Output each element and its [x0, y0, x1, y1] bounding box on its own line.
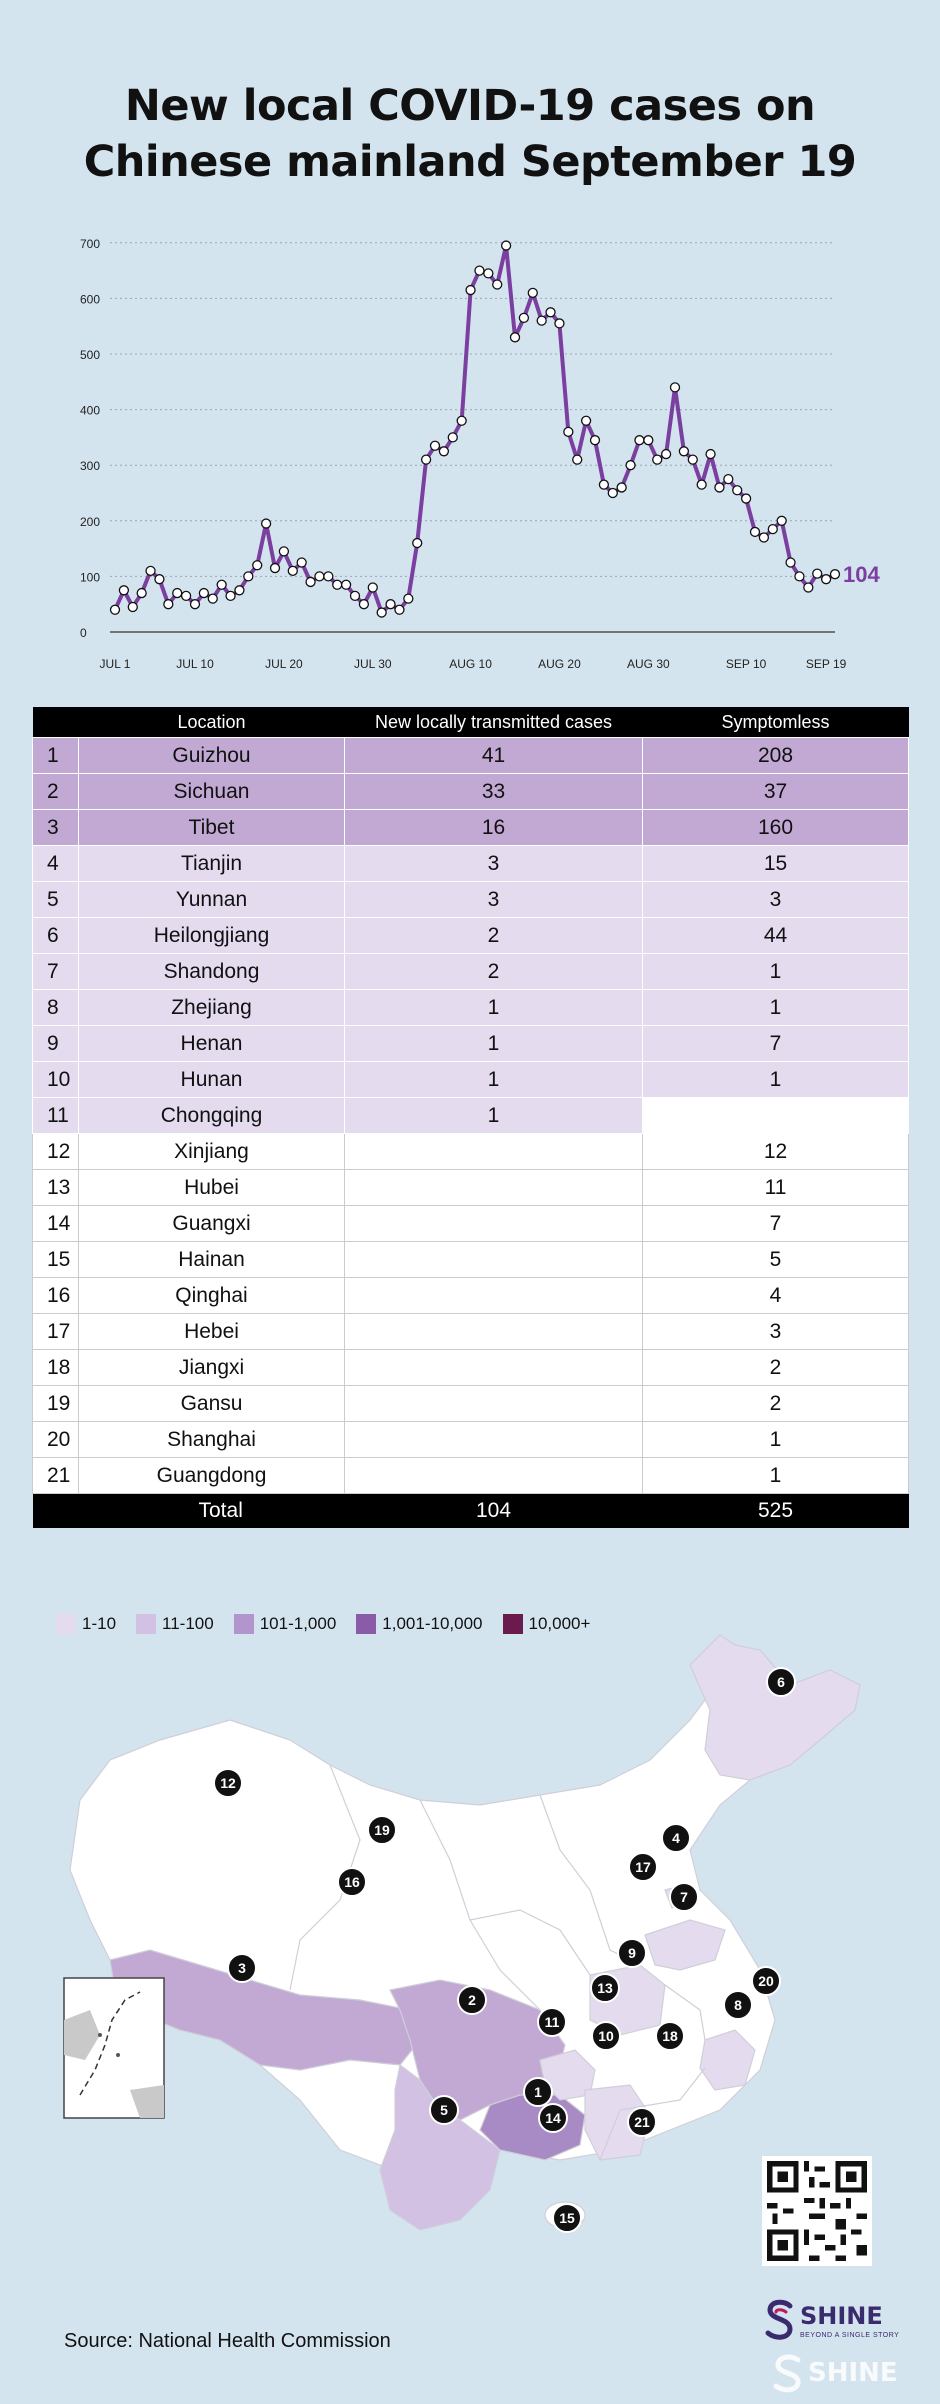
map-marker-label: 19 — [374, 1822, 390, 1838]
cell-cases — [345, 1170, 643, 1206]
data-point — [155, 575, 164, 584]
cell-symptomless: 1 — [643, 954, 909, 990]
total-cases: 104 — [345, 1494, 643, 1529]
legend-label: 101-1,000 — [259, 1614, 337, 1633]
map-marker — [538, 2008, 566, 2036]
data-point — [475, 266, 484, 275]
cell-location: Shandong — [79, 954, 345, 990]
data-point — [786, 558, 795, 567]
legend-swatch — [56, 1614, 76, 1634]
legend-swatch — [503, 1614, 523, 1634]
cell-rank: 13 — [33, 1170, 79, 1206]
data-point — [502, 241, 511, 250]
data-point — [448, 433, 457, 442]
y-tick-label: 700 — [80, 236, 101, 251]
cell-symptomless: 1 — [643, 1422, 909, 1458]
legend-label: 1,001-10,000 — [382, 1614, 483, 1633]
header-cases: New locally transmitted cases — [345, 707, 643, 738]
table-row — [33, 1134, 909, 1170]
cell-location: Gansu — [79, 1386, 345, 1422]
data-point — [617, 483, 626, 492]
cell-symptomless: 5 — [643, 1242, 909, 1278]
data-point — [777, 516, 786, 525]
data-point — [706, 450, 715, 459]
cell-cases — [345, 1206, 643, 1242]
shine-brand: SHINE — [800, 2302, 883, 2330]
map-marker-label: 11 — [544, 2014, 560, 2030]
map-marker-label: 4 — [672, 1830, 680, 1846]
data-point — [422, 455, 431, 464]
cell-location: Zhejiang — [79, 990, 345, 1026]
data-point — [217, 580, 226, 589]
cell-location: Shanghai — [79, 1422, 345, 1458]
shine-brand-watermark: SHINE — [808, 2358, 898, 2388]
region-heilongjiang — [690, 1635, 860, 1780]
header-symptomless: Symptomless — [643, 707, 909, 738]
cell-location: Qinghai — [79, 1278, 345, 1314]
table-row — [33, 1242, 909, 1278]
cell-symptomless: 37 — [643, 774, 909, 810]
legend-label: 1-10 — [82, 1614, 117, 1633]
table-row — [33, 774, 909, 810]
data-point — [235, 586, 244, 595]
table-row — [33, 1458, 909, 1494]
data-point — [635, 436, 644, 445]
y-tick-label: 100 — [80, 570, 101, 585]
cell-symptomless — [643, 1098, 909, 1134]
data-point — [537, 316, 546, 325]
data-point — [457, 416, 466, 425]
map-marker-label: 14 — [545, 2110, 561, 2126]
cell-cases: 3 — [345, 846, 643, 882]
table-row — [33, 1314, 909, 1350]
cell-location: Guizhou — [79, 738, 345, 774]
cell-rank: 1 — [33, 738, 79, 774]
map-marker-label: 7 — [680, 1889, 688, 1905]
data-point — [404, 594, 413, 603]
cell-cases: 1 — [345, 990, 643, 1026]
cell-rank: 19 — [33, 1386, 79, 1422]
cell-rank: 9 — [33, 1026, 79, 1062]
cell-symptomless: 12 — [643, 1134, 909, 1170]
data-point — [137, 589, 146, 598]
cell-cases: 1 — [345, 1026, 643, 1062]
map-marker — [430, 2096, 458, 2124]
qr-code — [762, 2156, 872, 2266]
cell-cases: 2 — [345, 954, 643, 990]
data-point — [573, 455, 582, 464]
cell-location: Jiangxi — [79, 1350, 345, 1386]
cell-location: Guangxi — [79, 1206, 345, 1242]
map-marker — [724, 1991, 752, 2019]
cell-cases: 16 — [345, 810, 643, 846]
map-marker-label: 13 — [597, 1980, 613, 1996]
data-point — [751, 527, 760, 536]
y-tick-label: 400 — [80, 403, 101, 418]
data-point — [653, 455, 662, 464]
map-marker-label: 12 — [220, 1775, 236, 1791]
cell-cases: 41 — [345, 738, 643, 774]
cell-symptomless: 44 — [643, 918, 909, 954]
data-point — [164, 600, 173, 609]
data-point — [386, 600, 395, 609]
data-point — [306, 577, 315, 586]
table-row — [33, 1062, 909, 1098]
cell-rank: 17 — [33, 1314, 79, 1350]
data-point — [253, 561, 262, 570]
cell-symptomless: 208 — [643, 738, 909, 774]
data-point — [315, 572, 324, 581]
data-point — [555, 319, 564, 328]
legend-item — [503, 1614, 591, 1634]
cell-location: Tianjin — [79, 846, 345, 882]
cell-symptomless: 1 — [643, 1062, 909, 1098]
data-point — [813, 569, 822, 578]
cell-location: Chongqing — [79, 1098, 345, 1134]
data-point — [626, 461, 635, 470]
data-point — [119, 586, 128, 595]
cell-symptomless: 1 — [643, 990, 909, 1026]
cell-location: Sichuan — [79, 774, 345, 810]
cell-location: Hebei — [79, 1314, 345, 1350]
cell-rank: 8 — [33, 990, 79, 1026]
data-point — [697, 480, 706, 489]
title-line-1: New local COVID-19 cases on — [124, 81, 816, 131]
x-tick-label: AUG 20 — [538, 657, 581, 670]
y-tick-label: 200 — [80, 514, 101, 529]
title-line-2: Chinese mainland September 19 — [83, 137, 857, 187]
cell-symptomless: 3 — [643, 1314, 909, 1350]
data-point — [431, 441, 440, 450]
cell-symptomless: 7 — [643, 1026, 909, 1062]
cell-location: Henan — [79, 1026, 345, 1062]
cell-symptomless: 2 — [643, 1386, 909, 1422]
cell-symptomless: 4 — [643, 1278, 909, 1314]
legend-label: 11-100 — [162, 1614, 214, 1633]
map-marker — [592, 2022, 620, 2050]
legend-swatch — [136, 1614, 156, 1634]
table-row — [33, 882, 909, 918]
line-chart — [0, 220, 940, 670]
data-point — [377, 608, 386, 617]
legend-swatch — [234, 1614, 254, 1634]
cell-symptomless: 1 — [643, 1458, 909, 1494]
data-point — [724, 475, 733, 484]
data-point — [413, 539, 422, 548]
south-china-sea-inset — [64, 1978, 164, 2118]
table-total-row — [33, 1494, 909, 1529]
data-point — [715, 483, 724, 492]
map-marker — [458, 1986, 486, 2014]
table-row — [33, 1206, 909, 1242]
data-point — [528, 288, 537, 297]
table-row — [33, 1350, 909, 1386]
table-row — [33, 1170, 909, 1206]
map-marker — [629, 1853, 657, 1881]
map-marker-label: 15 — [559, 2210, 575, 2226]
data-point — [671, 383, 680, 392]
x-tick-label: AUG 30 — [626, 657, 670, 670]
map-marker-label: 9 — [628, 1945, 636, 1961]
table-row — [33, 1098, 909, 1134]
map-marker — [670, 1883, 698, 1911]
data-point — [191, 600, 200, 609]
table-row — [33, 738, 909, 774]
cell-cases: 3 — [345, 882, 643, 918]
cell-rank: 10 — [33, 1062, 79, 1098]
cell-rank: 12 — [33, 1134, 79, 1170]
data-point — [297, 558, 306, 567]
legend-item — [56, 1614, 116, 1634]
cell-location: Xinjiang — [79, 1134, 345, 1170]
legend-item — [234, 1614, 337, 1634]
legend-item — [136, 1614, 214, 1634]
shine-s-icon — [762, 2298, 798, 2344]
cell-rank: 7 — [33, 954, 79, 990]
map-marker-label: 18 — [662, 2028, 678, 2044]
cell-rank: 6 — [33, 918, 79, 954]
data-point — [795, 572, 804, 581]
cell-location: Heilongjiang — [79, 918, 345, 954]
map-marker — [656, 2022, 684, 2050]
data-point — [742, 494, 751, 503]
data-point — [111, 605, 120, 614]
data-point — [199, 589, 208, 598]
data-point — [831, 570, 840, 579]
cell-rank: 16 — [33, 1278, 79, 1314]
cell-rank: 4 — [33, 846, 79, 882]
data-point — [493, 280, 502, 289]
table-row — [33, 810, 909, 846]
cell-location: Tibet — [79, 810, 345, 846]
data-point — [768, 525, 777, 534]
data-point — [368, 583, 377, 592]
cell-symptomless: 11 — [643, 1170, 909, 1206]
data-point — [359, 600, 368, 609]
x-tick-label: JUL 30 — [353, 657, 392, 670]
cell-symptomless: 2 — [643, 1350, 909, 1386]
x-tick-label: AUG 10 — [449, 657, 492, 670]
data-point — [591, 436, 600, 445]
end-value-label: 104 — [843, 562, 880, 588]
map-regions — [70, 1635, 860, 2230]
x-tick-label: JUL 10 — [176, 657, 214, 670]
cell-symptomless: 160 — [643, 810, 909, 846]
table-row — [33, 918, 909, 954]
data-point — [466, 286, 475, 295]
map-marker-label: 17 — [635, 1859, 651, 1875]
cell-rank: 3 — [33, 810, 79, 846]
data-point — [759, 533, 768, 542]
y-tick-label: 500 — [80, 348, 101, 362]
cell-cases — [345, 1314, 643, 1350]
data-point — [262, 519, 271, 528]
data-point — [679, 447, 688, 456]
shine-tagline: BEYOND A SINGLE STORY — [800, 2332, 900, 2339]
map-marker — [368, 1816, 396, 1844]
map-marker-label: 2 — [468, 1992, 476, 2008]
map-marker — [553, 2204, 581, 2232]
cell-cases: 33 — [345, 774, 643, 810]
cell-cases — [345, 1422, 643, 1458]
table-row — [33, 954, 909, 990]
map-marker — [752, 1967, 780, 1995]
data-point — [208, 594, 217, 603]
page-title — [0, 78, 940, 190]
cell-rank: 14 — [33, 1206, 79, 1242]
data-point — [662, 450, 671, 459]
y-tick-label: 600 — [80, 292, 101, 307]
data-point — [333, 580, 342, 589]
data-point — [582, 416, 591, 425]
data-point — [226, 591, 235, 600]
x-tick-label: SEP 10 — [725, 657, 767, 670]
table-row — [33, 1026, 909, 1062]
data-point — [733, 486, 742, 495]
table-row — [33, 1422, 909, 1458]
x-tick-label: JUL 20 — [265, 657, 303, 670]
map-marker — [524, 2078, 552, 2106]
map-marker — [338, 1868, 366, 1896]
cell-rank: 15 — [33, 1242, 79, 1278]
series-line — [115, 246, 835, 613]
y-tick-label: 300 — [80, 459, 101, 474]
data-point — [324, 572, 333, 581]
data-point — [519, 313, 528, 322]
map-marker-label: 3 — [238, 1960, 246, 1976]
cell-cases — [345, 1458, 643, 1494]
data-point — [128, 602, 137, 611]
data-point — [395, 605, 404, 614]
table-header-row — [33, 707, 909, 738]
cell-symptomless: 3 — [643, 882, 909, 918]
data-point — [688, 455, 697, 464]
legend-item — [356, 1614, 482, 1634]
cell-cases: 1 — [345, 1062, 643, 1098]
data-point — [342, 580, 351, 589]
header-location: Location — [79, 707, 345, 738]
header-rank — [33, 707, 79, 738]
cell-cases — [345, 1278, 643, 1314]
cell-location: Hubei — [79, 1170, 345, 1206]
map-marker-label: 8 — [734, 1997, 742, 2013]
table-row — [33, 1278, 909, 1314]
total-symptomless: 525 — [643, 1494, 909, 1529]
map-marker — [591, 1974, 619, 2002]
cell-rank: 11 — [33, 1098, 79, 1134]
data-point — [439, 447, 448, 456]
data-point — [146, 566, 155, 575]
cell-location: Hunan — [79, 1062, 345, 1098]
data-point — [511, 333, 520, 342]
map-marker-label: 10 — [598, 2028, 614, 2044]
cases-table — [32, 707, 909, 1528]
map-marker — [228, 1954, 256, 1982]
map-marker — [214, 1769, 242, 1797]
table-row — [33, 1386, 909, 1422]
data-point — [173, 589, 182, 598]
cell-location: Guangdong — [79, 1458, 345, 1494]
map-marker-label: 5 — [440, 2102, 448, 2118]
data-point — [822, 575, 831, 584]
cell-rank: 21 — [33, 1458, 79, 1494]
cell-symptomless: 7 — [643, 1206, 909, 1242]
cell-rank: 20 — [33, 1422, 79, 1458]
cell-symptomless: 15 — [643, 846, 909, 882]
cell-cases — [345, 1350, 643, 1386]
cell-location: Hainan — [79, 1242, 345, 1278]
map-marker — [539, 2104, 567, 2132]
shine-logo — [762, 2296, 902, 2396]
source-note: Source: National Health Commission — [64, 2330, 391, 2352]
map-marker — [767, 1668, 795, 1696]
map-marker — [662, 1824, 690, 1852]
cell-rank: 5 — [33, 882, 79, 918]
data-point — [564, 427, 573, 436]
data-point — [288, 566, 297, 575]
cell-cases — [345, 1242, 643, 1278]
shine-s-watermark-icon — [770, 2354, 806, 2394]
y-tick-label: 0 — [80, 626, 87, 640]
data-point — [599, 480, 608, 489]
map-marker — [628, 2108, 656, 2136]
x-tick-label: JUL 1 — [99, 657, 131, 670]
table-row — [33, 846, 909, 882]
cell-cases — [345, 1134, 643, 1170]
cell-location: Yunnan — [79, 882, 345, 918]
cell-rank: 2 — [33, 774, 79, 810]
legend-label: 10,000+ — [528, 1614, 591, 1633]
map-marker-label: 6 — [777, 1674, 785, 1690]
data-point — [182, 591, 191, 600]
data-point — [279, 547, 288, 556]
cell-cases: 2 — [345, 918, 643, 954]
data-point — [351, 591, 360, 600]
total-label: Total — [79, 1494, 345, 1529]
data-point — [644, 436, 653, 445]
cell-cases — [345, 1386, 643, 1422]
cell-cases: 1 — [345, 1098, 643, 1134]
map-marker — [618, 1939, 646, 1967]
x-tick-label: SEP 19 — [805, 657, 847, 670]
data-point — [244, 572, 253, 581]
data-point — [608, 489, 617, 498]
data-point — [546, 308, 555, 317]
map-legend — [56, 1611, 610, 1637]
data-point — [804, 583, 813, 592]
map-marker-label: 16 — [344, 1874, 360, 1890]
map-marker-label: 21 — [634, 2114, 650, 2130]
legend-swatch — [356, 1614, 376, 1634]
map-marker-label: 1 — [534, 2084, 542, 2100]
table-body — [33, 738, 909, 1494]
table-row — [33, 990, 909, 1026]
data-point — [271, 564, 280, 573]
data-point — [484, 269, 493, 278]
cell-rank: 18 — [33, 1350, 79, 1386]
map-marker-label: 20 — [758, 1973, 774, 1989]
